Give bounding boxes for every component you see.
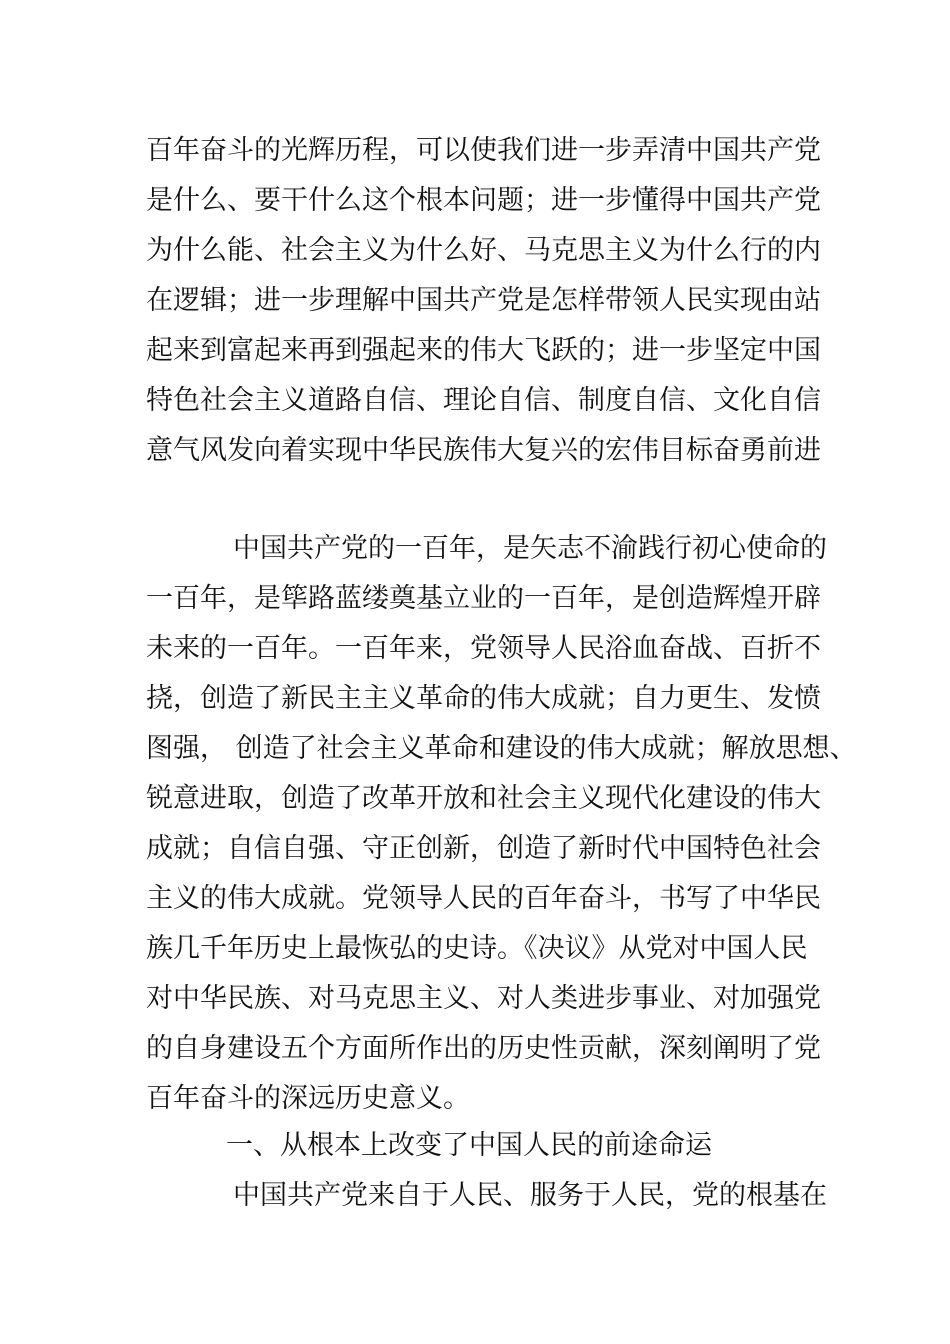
text-line: 成就；自信自强、守正创新，创造了新时代中国特色社会 <box>146 833 821 864</box>
text-line: 未来的一百年。一百年来，党领导人民浴血奋战、百折不 <box>146 633 821 664</box>
text-line: 起来到富起来再到强起来的伟大飞跃的；进一步坚定中国 <box>146 335 821 366</box>
text-line: 族几千年历史上最恢弘的史诗。《决议》从党对中国人民 <box>146 933 808 964</box>
text-line: 锐意进取，创造了改革开放和社会主义现代化建设的伟大 <box>146 783 821 814</box>
paragraph-first-line: 中国共产党的一百年，是矢志不渝践行初心使命的 <box>233 533 827 564</box>
text-line: 意气风发向着实现中华民族伟大复兴的宏伟目标奋勇前进 <box>146 435 821 466</box>
text-line: 一百年，是筚路蓝缕奠基立业的一百年，是创造辉煌开辟 <box>146 583 821 614</box>
paragraph-first-line: 中国共产党来自于人民、服务于人民，党的根基在 <box>233 1180 827 1211</box>
section-heading: 一、从根本上改变了中国人民的前途命运 <box>226 1130 712 1161</box>
text-line: 的自身建设五个方面所作出的历史性贡献，深刻阐明了党 <box>146 1033 821 1064</box>
text-line: 百年奋斗的光辉历程，可以使我们进一步弄清中国共产党 <box>146 135 821 166</box>
text-line: 特色社会主义道路自信、理论自信、制度自信、文化自信 <box>146 385 821 416</box>
text-line: 图强， 创造了社会主义革命和建设的伟大成就；解放思想、 <box>146 733 857 764</box>
text-line: 百年奋斗的深远历史意义。 <box>146 1083 470 1114</box>
text-line: 为什么能、社会主义为什么好、马克思主义为什么行的内 <box>146 235 821 266</box>
text-line: 对中华民族、对马克思主义、对人类进步事业、对加强党 <box>146 983 821 1014</box>
text-line: 是什么、要干什么这个根本问题；进一步懂得中国共产党 <box>146 185 821 216</box>
text-line: 在逻辑；进一步理解中国共产党是怎样带领人民实现由站 <box>146 285 821 316</box>
text-line: 挠，创造了新民主主义革命的伟大成就；自力更生、发愤 <box>146 683 821 714</box>
text-line: 主义的伟大成就。党领导人民的百年奋斗，书写了中华民 <box>146 883 821 914</box>
